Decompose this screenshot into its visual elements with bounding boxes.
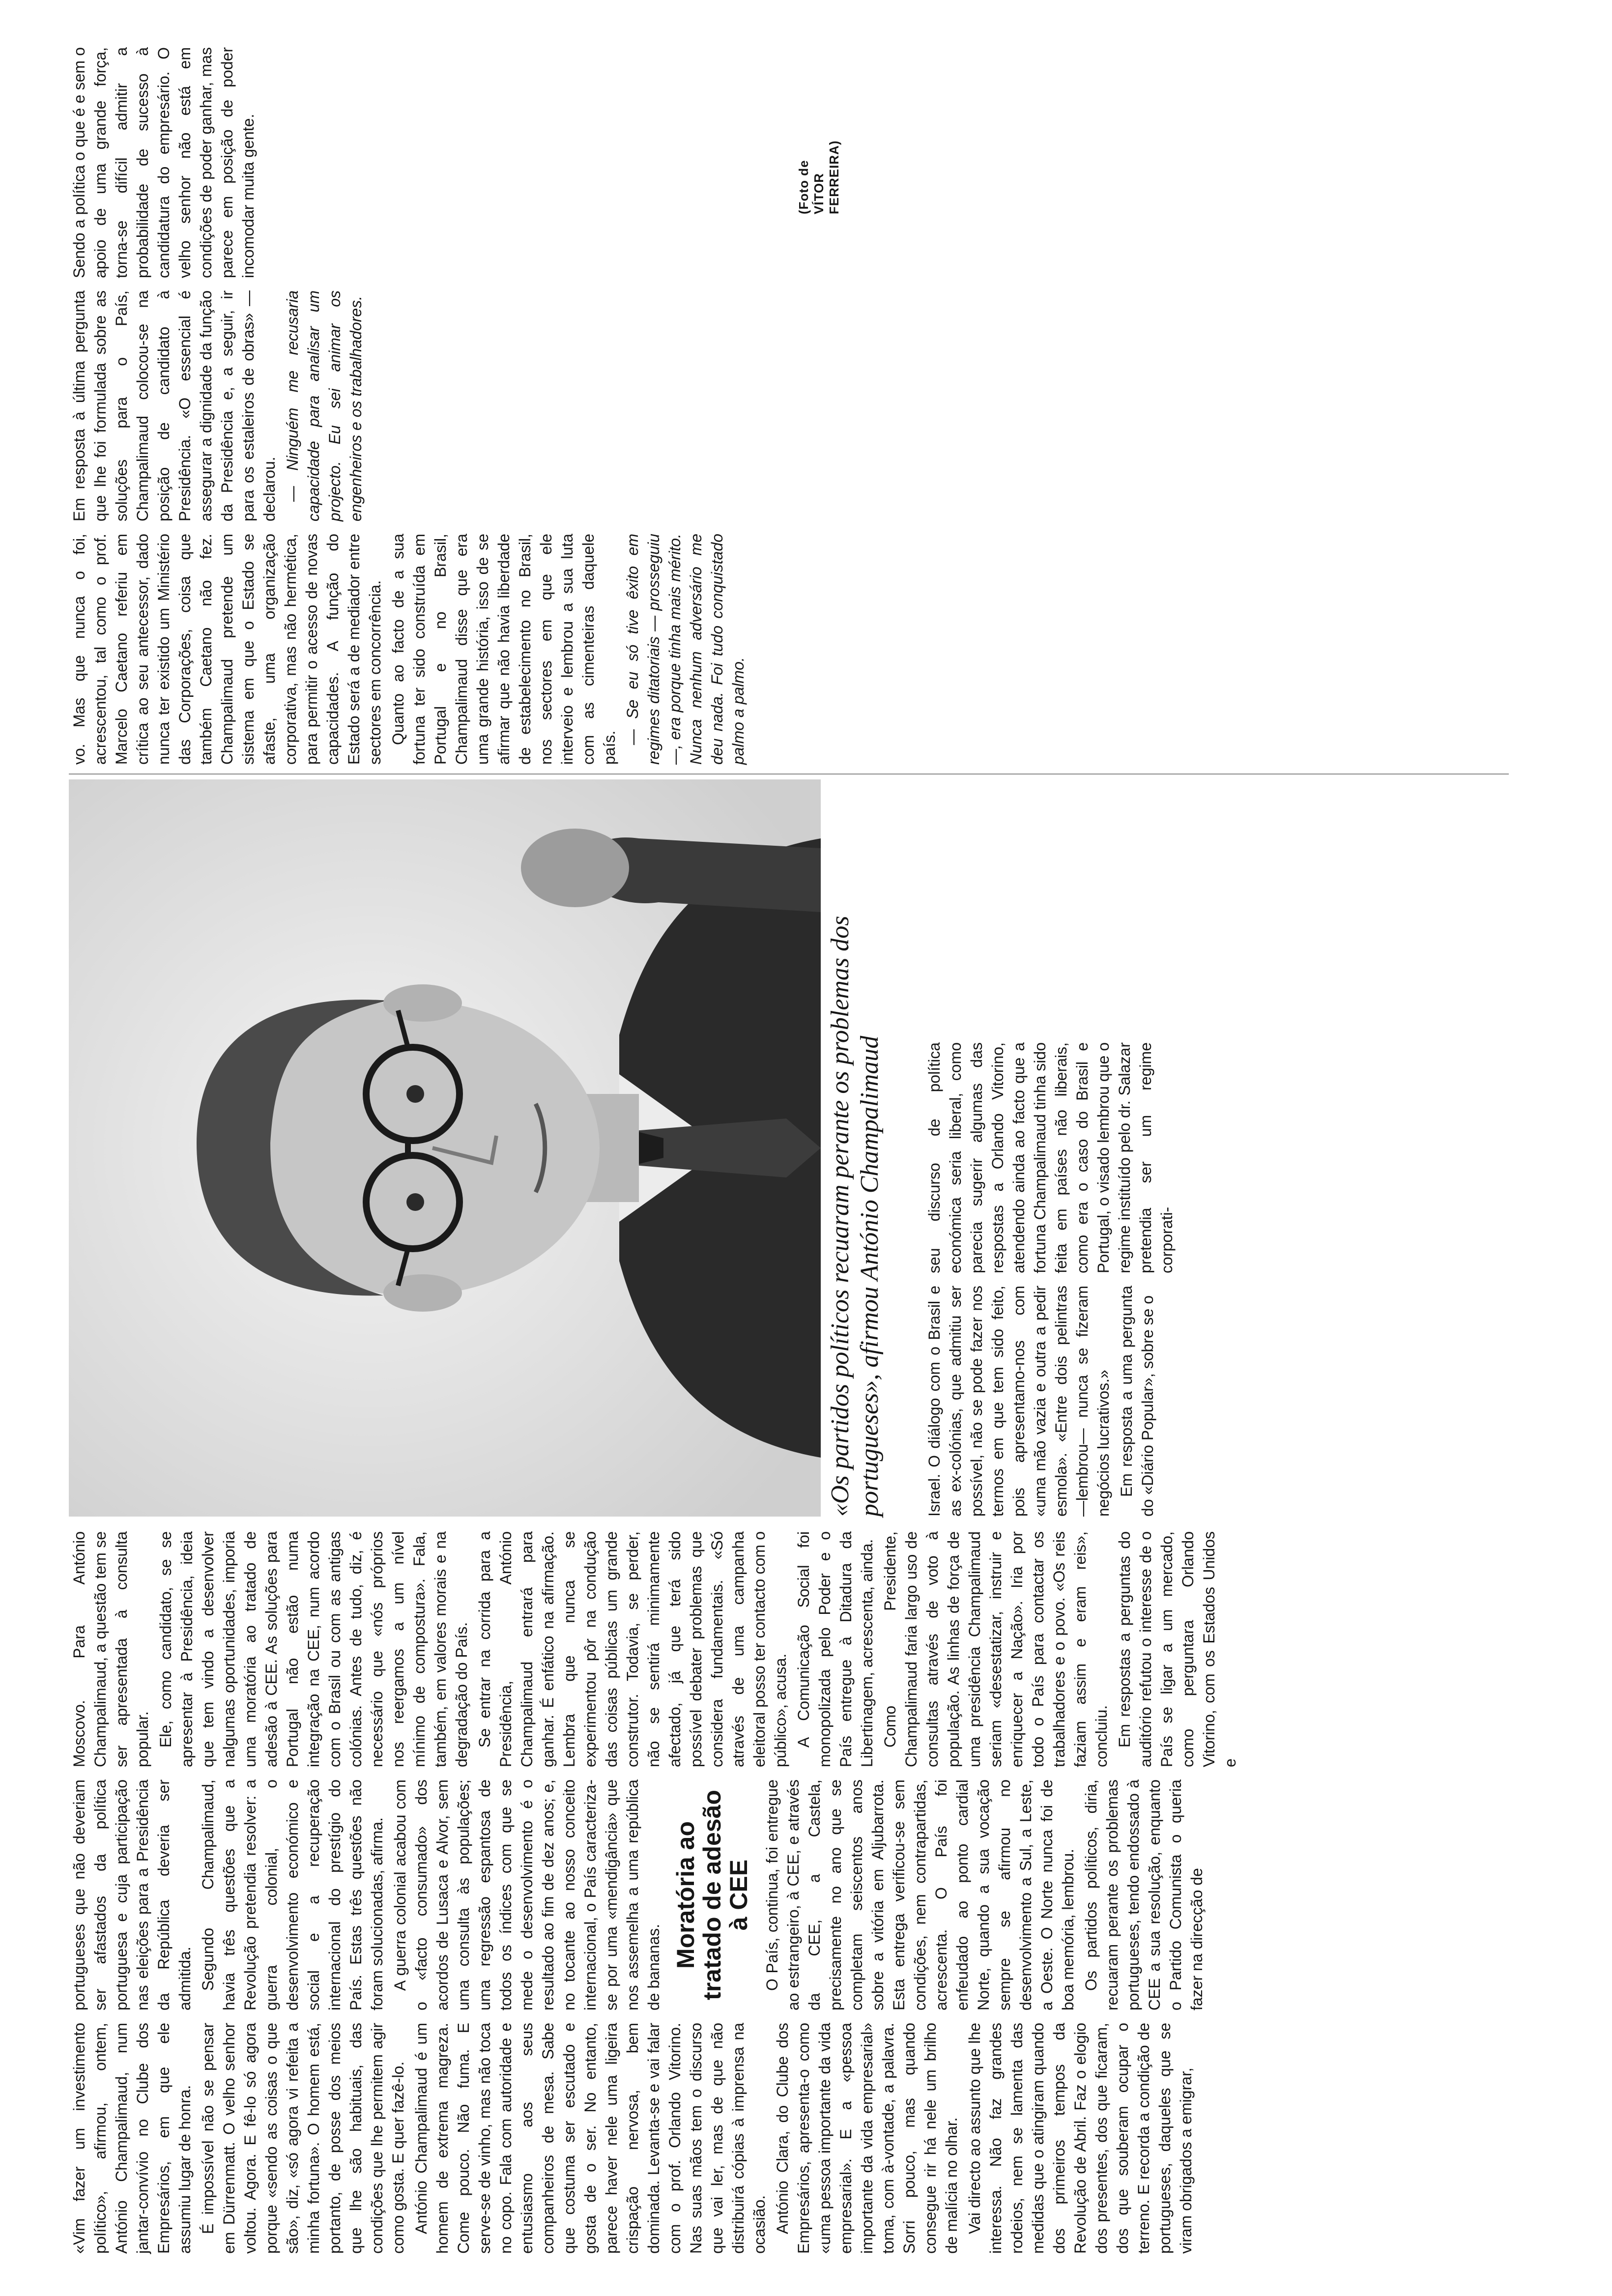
paragraph: Vai directo ao assunto que lhe interessa. Não faz grandes rodeios, nem se lamenta das medidas que o atingiram quando dos primeiros tempos da Revolução de Abril. Faz o elogio dos presentes, dos que ficaram, dos que souberam ocupar o terreno. E recorda a condição de portugueses, daqueles que se viram obrigados a emigrar, [966,2023,1195,2254]
paragraph: António Clara, do Clube dos Empresários, apresenta-o como «uma pessoa importante da vida empresarial». E a «pessoa importante da vida empresarial» toma, com à-vontade, a palavra. Sorri pouco, mas quando consegue rir há nele um brilho de malícia no olhar. [774,2023,960,2254]
paragraph: Quanto ao facto de a sua fortuna ter sido construída em Portugal e no Brasil, Champalimaud disse que era uma grande história, isso de se afirmar que não havia liberdade de estabelecimento no Brasil, nos sectores em que ele interveio e lembrou a sua luta com as cimenteiras daquele país. [389,534,618,765]
portrait-illustration [69,779,821,1517]
article-column-5 [924,1286,1509,1517]
paragraph: seu discurso de política económica seria liberal, como parecia sugerir algumas das respostas a Orlando Vitorino, atendendo ainda ao facto que a fortuna Champalimaud tinha sido feita em países não liberais, como era o caso do Brasil e Portugal, o visado lembrou que o regime instituído pelo dr. Salazar pretendia ser um regime corporati- [925,1042,1176,1273]
article-column-6 [924,1042,1509,1273]
photo-credit: (Foto de VÍTOR FERREIRA) [796,140,841,214]
article-column-3 [69,1531,1509,1767]
paragraph: Israel. O diálogo com o Brasil e as ex-colónias, que admitiu ser possível, não se pode fazer nos termos em que tem sido feito, pois apresentamo-nos com «uma mão vazia e outra a pedir esmola». «Entre dois pelintras —lembrou— nunca se fizeram negócios lucrativos.» [925,1286,1112,1517]
paragraph: Os partidos políticos, diria, recuaram perante os problemas portugueses, tendo endossado à CEE a sua resolução, enquanto o Partido Comunista o queria fazer na direcção de [1082,1779,1206,2010]
quote-paragraph: — Ninguém me recusaria capacidade para analisar um projecto. Eu sei animar os engenheiros e os trabalhadores. [284,290,365,521]
newspaper-clipping [69,42,1543,2254]
paragraph: A Comunicação Social foi monopolizada pelo Poder e o País entregue à Ditadura da Libertinagem, acrescenta, ainda. [795,1531,876,1767]
article-column-1 [69,2023,1509,2254]
paragraph: Sendo a política o que é e sem o apoio de uma grande força, torna-se difícil admitir a probabilidade de sucesso à candidatura do empresário. O velho senhor não está em condições de poder ganhar, mas parece em posição de poder incomodar muita gente. [70,47,257,278]
paragraph: portugueses que não deveriam ser afastados da política portuguesa e cuja participação nas eleições para a Presidência da República deveria ser admitida. [70,1779,194,2010]
article-column-8 [69,290,1509,521]
paragraph: Em resposta a uma pergunta do «Diário Popular», sobre se o [1118,1286,1156,1517]
section-heading: Moratória ao tratado de adesão à CEE [672,1790,752,2000]
photo-caption: «Os partidos políticos recuaram perante os problemas dos portugueses», afirmou António Champalimaud [826,916,884,1517]
paragraph: Em resposta à última pergunta que lhe foi formulada sobre as soluções para o País, Champalimaud colocou-se na posição de candidato à Presidência. «O essencial é assegurar a dignidade da função da Presidência e, a seguir, ir para os estaleiros de obras» — declarou. [70,290,278,521]
paragraph: A guerra colonial acabou com o «facto consumado» dos acordos de Lusaca e Alvor, sem uma consulta às populações; uma regressão espantosa de todos os índices com que se mede o desenvolvimento é o resultado ao fim de dez anos; e, no tocante ao nosso conceito internacional, o País caracteriza-se por uma «mendigância» que nos assemelha a uma república de bananas. [391,1779,662,2010]
paragraph: Se entrar na corrida para a Presidência, António Champalimaud entrará para ganhar. É enfático na afirmação. Lembra que nunca se experimentou pôr na condução das coisas públicas um grande construtor. Todavia, se perder, não se sentirá minimamente afectado, já que terá sido possível debater problemas que considera fundamentais. «Só através de uma campanha eleitoral posso ter contacto com o público», acusa. [476,1531,789,1767]
article-column-7 [69,534,1509,765]
column-divider [69,774,1509,775]
paragraph: «Vim fazer um investimento político», afirmou, ontem, António Champalimaud, num jantar-convívio no Clube dos Empresários, em que ele assumiu lugar de honra. [70,2023,194,2254]
paragraph: O País, continua, foi entregue ao estrangeiro, à CEE, e através da CEE, a Castela, precisamente no ano que se completam seiscentos anos sobre a vitória em Aljubarrota. Esta entrega verificou-se sem condições, nem contrapartidas, acrescenta. O País foi enfeudado ao ponto cardial Norte, quando a sua vocação sempre se afirmou no desenvolvimento a Sul, a Leste, a Oeste. O Norte nunca foi de boa memória, lembrou. [763,1779,1077,2010]
article-column-9 [69,47,1509,278]
article-column-2 [69,1779,1509,2010]
paragraph: Em respostas a perguntas do auditório refutou o interesse de o País se ligar a um mercado, como perguntara Orlando Vitorino, com os Estados Unidos e [1116,1531,1239,1767]
paragraph: É impossível não se pensar em Dürrenmatt. O velho senhor voltou. Agora. E fê-lo só agora porque «sendo as coisas o que são», diz, «só agora vi refeita a minha fortuna». O homem está, portanto, de posse dos meios que lhe são habituais, das condições que lhe permitem agir como gosta. E quer fazê-lo. [199,2023,407,2254]
paragraph: vo. Mas que nunca o foi, acrescentou, tal como o prof. Marcelo Caetano referiu em crítica ao seu antecessor, dado nunca ter existido um Ministério das Corporações, coisa que também Caetano não fez. Champalimaud pretende um sistema em que o Estado se afaste, uma organização corporativa, mas não hermética, para permitir o acesso de novas capacidades. A função do Estado será a de mediador entre sectores em concorrência. [70,534,384,765]
paragraph: Moscovo. Para António Champalimaud, a questão tem se ser apresentada à consulta popular. [70,1531,151,1767]
paragraph: António Champalimaud é um homem de extrema magreza. Come pouco. Não fuma. E serve-se de vinho, mas não toca no copo. Fala com autoridade e entusiasmo aos seus companheiros de mesa. Sabe que costuma ser escutado e gosta de o ser. No entanto, parece haver nele uma ligeira crispação nervosa, bem dominada. Levanta-se e vai falar com o prof. Orlando Vitorino. Nas suas mãos tem o discurso que vai ler, mas de que não distribuirá cópias à imprensa na ocasião. [412,2023,768,2254]
quote-paragraph: — Se eu só tive êxito em regimes ditatoriais — prosseguiu —, era porque tinha mais mérito. Nunca nenhum adversário me deu nada. Foi tudo conquistado palmo a palmo. [624,534,747,765]
paragraph: Como Presidente, Champalimaud faria largo uso de consultas através de voto à população. As linhas de força de uma presidência Champalimaud seriam «desestatizar, instruir e enriquecer a Nação». Iria por todo o País para contactar os trabalhadores e o povo. «Os reis faziam assim e eram reis», concluiu. [881,1531,1110,1767]
paragraph: Ele, como candidato, se se apresentar à Presidência, ideia que tem vindo a desenvolver nalgumas oportunidades, imporia uma moratória ao tratado de adesão à CEE. As soluções para Portugal não estão numa integração na CEE, num acordo com o Brasil ou com as antigas colónias. Antes de tudo, diz, é necessário que «nós próprios nos reergamos a um nível mínimo de compostura». Fala, também, em valores morais e na degradação do País. [157,1531,470,1767]
paragraph: Segundo Champalimaud, havia três questões que a Revolução pretendia resolver: a guerra colonial, o desenvolvimento económico e social e a recuperação internacional do prestígio do País. Estas três questões não foram solucionadas, afirma. [199,1779,386,2010]
